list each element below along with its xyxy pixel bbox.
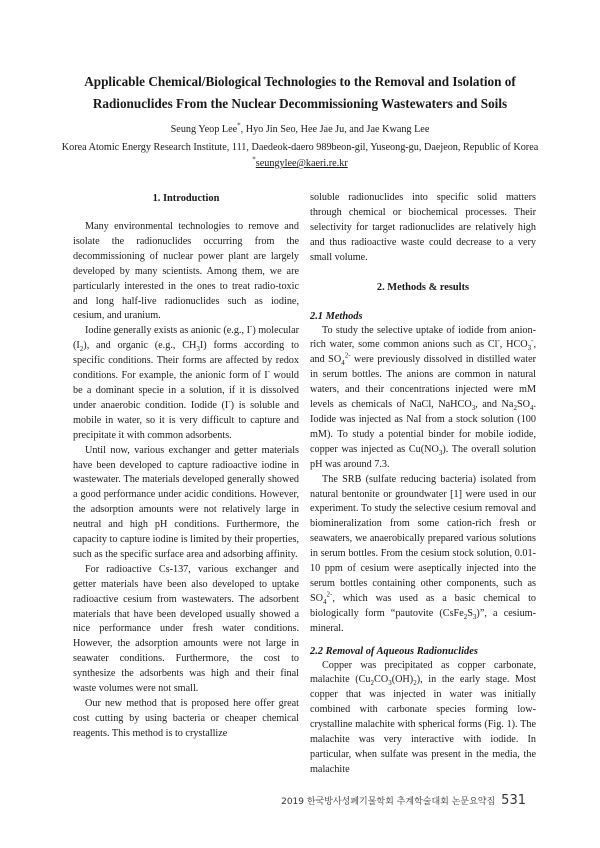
other-authors: , Hyo Jin Seo, Hee Jae Ju, and Jae Kwang Lee [240,124,430,135]
subsection-heading-methods: 2.1 Methods [310,310,363,322]
right-column [310,191,536,778]
section-heading-introduction: 1. Introduction [152,193,220,204]
intro-paragraph-1: Many environmental technologies to remove and isolate the radionuclides occurring from the decommissioning of nuclear power plant are largely developed by many scientists. Among them, we are particularly interested in the ones to treat radio-toxic and long half-live radionuclides such as iodine, cesium, and uranium. [73,221,299,322]
intro-paragraph-2: Until now, various exchanger and getter materials have been developed to capture radioactive iodine in wastewater. The materials developed generally showed a good performance under acidic conditions. However, the adsorption amounts were not relatively large in neutral and high pH conditions. Furthermore, the capacity to capture iodine is limited by their properties, such as the specific surface area and adsorbing affinity. [73,444,299,560]
left-column [73,191,299,742]
methods-paragraph-srb: The SRB (sulfate reducing bacteria) isolated from natural bentonite or groundwater [1] were used in our experiment. To study the selective cesium removal and biomineralization from some cation-rich fresh or seawaters, we anaerobically prepared various solutions in serum bottles. From the cesium stock solution, 0.01-10 ppm of cesium were aseptically injected into the serum bottles containing other components, such as $SO_4^{2-}$, which was used as a basic chemical to biologically form “pautovite $(CsFe_2S_3)$”, a cesium-mineral. [310,473,536,634]
paper-title [40,71,560,115]
page-footer [281,793,526,808]
intro-paragraph-3: For radioactive Cs-137, various exchanger and getter materials have been also developed to uptake radioactive cesium from wastewaters. The adsorbent materials that have been developed usually showed a nice performance under fresh water conditions. However, the adsorption amounts were not large in seawater conditions. Furthermore, the cost to synthesize the adsorbents was high and their final waste volumes were not small. [73,563,299,695]
section-heading-methods: 2. Methods & results [376,281,470,293]
methods-paragraph-iodide: To study the selective uptake of iodide from anion-rich water, some common anions such as Cl-, $HCO_3^-$, and $SO_4^{2-}$ were previously dissolved in distilled water in serum bottles. The anions are common in natural waters, and their concentrations injected were mM levels as chemicals of NaCl, NaHCO$_3$, and $Na_2SO_4$. Iodide was injected as NaI from a stock solution (100 mM). To study a potential binder for mobile iodide, copper was injected as $Cu(NO_3)$. The overall solution pH was around 7.3. [310,324,537,470]
corresponding-mark: * [237,121,241,130]
intro-paragraph-iodine: Iodine generally exists as anionic (e.g., I-) molecular $(I_2)$, and organic (e.g., $CH_3I$) forms according to specific conditions. Their forms are affected by redox conditions. For example, the anionic form of I- would be a dominant specie in a solution, if it is dissolved under anaerobic condition. Iodide (I-) is soluble and mobile in water, so it is very difficult to capture and precipitate it with common adsorbents. [73,322,299,441]
first-author: Seung Yeop Lee [170,124,238,135]
title-line-2: Radionuclides From the Nuclear Decommissioning Wastewaters and Soils [92,96,508,111]
removal-paragraph-copper: Copper was precipitated as copper carbonate, malachite $(Cu_2CO_3(OH)_2)$, in the early stage. Most copper that was injected in water was initially combined with carbonate species forming low-crystalline malachite with spherical forms (Fig. 1). The malachite was very interactive with iodide. In particular, when sulfate was present in the media, the malachite [310,659,536,775]
intro-paragraph-continued: soluble radionuclides into specific solid matters through chemical or biochemical processes. Their selectivity for target radionuclides are relatively high and thus radioactive waste could decrease to a very small volume. [310,192,536,263]
email-mark: * [252,155,256,164]
email-link[interactable]: seungylee@kaeri.re.kr [255,158,348,169]
author-list [40,123,560,137]
title-line-1: Applicable Chemical/Biological Technologies to the Removal and Isolation of [84,74,516,89]
intro-paragraph-4: Our new method that is proposed here offer great cost cutting by using bacteria or cheaper chemical reagents. This method is to crystallize [73,698,299,739]
proceedings-name: 2019 한국방사성폐기물학회 추계학술대회 논문요약집 [281,797,496,807]
page-number: 531 [501,793,526,808]
subsection-heading-removal: 2.2 Removal of Aqueous Radionuclides [310,645,478,657]
affiliation: Korea Atomic Energy Research Institute, 111, Daedeok-daero 989beon-gil, Yuseong-gu, Daejeon, Republic of Korea [61,142,539,153]
corresponding-email [40,157,560,171]
